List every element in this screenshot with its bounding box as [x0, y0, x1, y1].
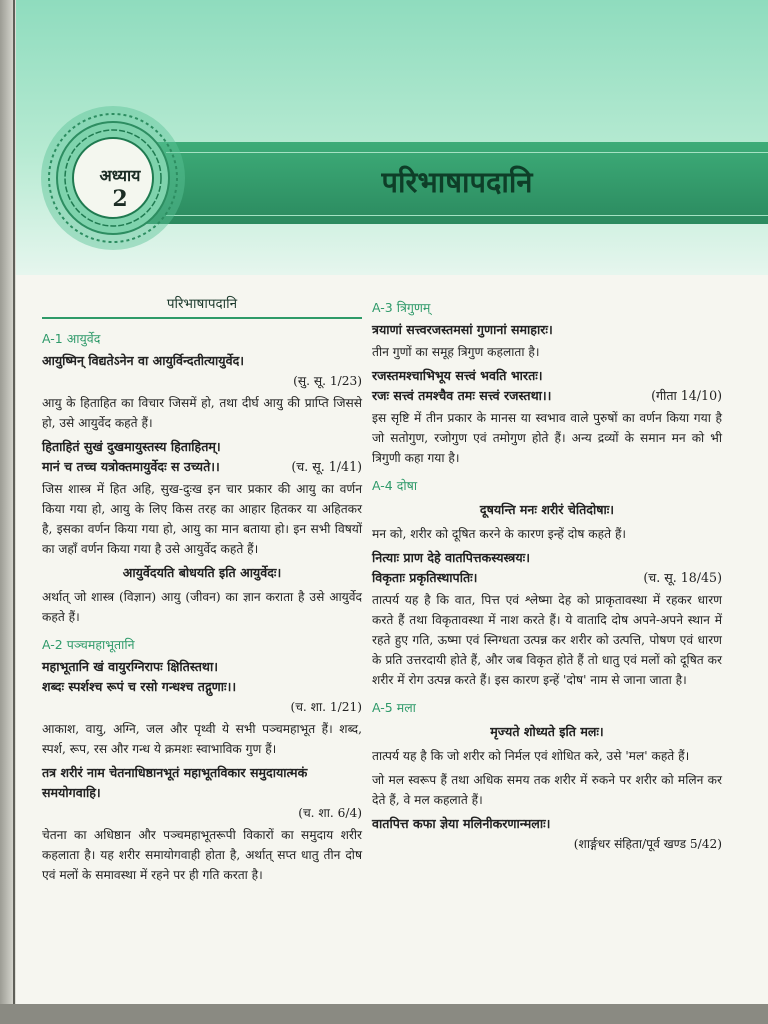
- sanskrit-verse: हिताहितं सुखं दुखमायुस्तस्य हिताहितम्।: [42, 439, 221, 454]
- sanskrit-verse: दूषयन्ति मनः शरीरं चेतिदोषाः।: [479, 502, 615, 517]
- explanation-paragraph: इस सृष्टि में तीन प्रकार के मानस या स्वभाव वाले पुरुषों का वर्णन किया गया है जो सतोगुण, रजोगुण एवं तमोगुण होते हैं। अन्य द्रव्यों के समान मन को भी त्रिगुणी कहा गया है।: [372, 411, 722, 465]
- chapter-number: 2: [112, 186, 128, 212]
- explanation-paragraph: अर्थात् जो शास्त्र (विज्ञान) आयु (जीवन) का ज्ञान कराता है उसे आयुर्वेद कहते हैं।: [42, 590, 362, 624]
- entry-code: A-2 पञ्चमहाभूतानि: [42, 637, 135, 652]
- sanskrit-verse: त्रयाणां सत्त्वरजस्तमसां गुणानां समाहारः।: [372, 322, 553, 337]
- sanskrit-verse: रजः सत्त्वं तमश्चैव तमः सत्त्वं रजस्तथा।।: [372, 388, 552, 403]
- explanation-paragraph: मन को, शरीर को दूषित करने के कारण इन्हें दोष कहते हैं।: [372, 527, 627, 541]
- page-bottom-edge: [0, 1004, 768, 1024]
- chapter-title: परिभाषापदानि: [381, 165, 533, 199]
- entry-code: A-1 आयुर्वेद: [42, 331, 101, 346]
- verse-with-reference: [372, 386, 722, 406]
- verse-with-reference: [42, 457, 362, 477]
- sanskrit-verse: मृज्यते शोध्यते इति मलः।: [490, 724, 604, 739]
- sanskrit-verse: नित्याः प्राण देहे वातपित्तकस्यस्त्रयः।: [372, 550, 530, 565]
- section-heading: परिभाषापदानि: [42, 290, 362, 319]
- sanskrit-verse: विकृताः प्रकृतिस्थापतिः।: [372, 570, 478, 585]
- sanskrit-verse: रजस्तमश्चाभिभूय सत्त्वं भवति भारतः।: [372, 368, 543, 383]
- sanskrit-verse: शब्दः स्पर्शश्च रूपं च रसो गन्धश्च तद्गुणाः।।: [42, 679, 237, 694]
- entry-code: A-4 दोषा: [372, 478, 418, 493]
- sanskrit-verse: मानं च तच्च यत्रोक्तमायुर्वेदः स उच्यते।।: [42, 459, 220, 474]
- verse-reference: (शार्ङ्गधर संहिता/पूर्व खण्ड 5/42): [573, 837, 722, 851]
- verse-with-reference: [372, 568, 722, 588]
- explanation-paragraph: जो मल स्वरूप हैं तथा अधिक समय तक शरीर में रुकने पर शरीर को मलिन कर देते हैं, वे मल कहलाते हैं।: [372, 773, 722, 807]
- entry-code: A-3 त्रिगुणम्: [372, 300, 431, 315]
- sanskrit-verse: आयुर्वेदयति बोधयति इति आयुर्वेदः।: [122, 565, 282, 580]
- verse-reference: (च. सू. 1/41): [291, 459, 362, 474]
- explanation-paragraph: तीन गुणों का समूह त्रिगुण कहलाता है।: [372, 345, 540, 359]
- sanskrit-verse: वातपित्त कफा ज्ञेया मलिनीकरणान्मलाः।: [372, 816, 551, 831]
- explanation-paragraph: चेतना का अधिष्ठान और पञ्चमहाभूतरूपी विकारों का समुदाय शरीर कहलाता है। यह शरीर समायोगवाही होता है, अर्थात् सप्त धातु तीन दोष एवं मलों के समावस्था में रहने पर ही गति करता है।: [42, 828, 362, 882]
- verse-reference: (च. सू. 18/45): [643, 570, 722, 585]
- sanskrit-verse: महाभूतानि खं वायुरग्निरापः क्षितिस्तथा।: [42, 659, 218, 674]
- verse-reference: (च. शा. 1/21): [290, 700, 362, 714]
- left-column: [42, 290, 362, 889]
- verse-reference: (च. शा. 6/4): [298, 806, 362, 820]
- book-page: [16, 0, 768, 1004]
- right-column: [372, 290, 722, 854]
- explanation-paragraph: आकाश, वायु, अग्नि, जल और पृथ्वी ये सभी पञ्चमहाभूत हैं। शब्द, स्पर्श, रूप, रस और गन्ध ये क्रमशः स्वाभाविक गुण हैं।: [42, 722, 362, 756]
- gutter-line: [13, 0, 15, 1024]
- verse-reference: (गीता 14/10): [651, 388, 722, 403]
- verse-reference: (सु. सू. 1/23): [293, 374, 362, 388]
- sanskrit-verse: आयुष्मिन् विद्यतेऽनेन वा आयुर्विन्दतीत्यायुर्वेद।: [42, 353, 245, 368]
- explanation-paragraph: तात्पर्य यह है कि वात, पित्त एवं श्लेष्मा देह को प्राकृतावस्था में रहकर धारण करते हैं तथा विकृतावस्था में नाश करते हैं। ये वातादि दोष अपने-अपने स्थान में रहते हुए गति, ऊष्मा एवं स्निग्धता उत्पन्न कर शरीर को उत्पत्ति, पोषण एवं धारण के प्रति उत्तरदायी होते हैं, और जब विकृत होते हैं तो धातु एवं मलों को दूषित कर शरीर में रोग उत्पन्न करते हैं। इस कारण इन्हें 'दोष' नाम से जाना जाता है।: [372, 593, 722, 687]
- entry-code: A-5 मला: [372, 700, 416, 715]
- explanation-paragraph: जिस शास्त्र में हित अहि, सुख-दुःख इन चार प्रकार की आयु का वर्णन किया गया हो, आयु के लिए किस तरह का आहार हितकर या अहितकर है, इसका वर्णन किया गया हो, आयु का मान बताया हो। इन सभी विषयों का जहाँ वर्णन किया गया है उसे आयुर्वेद कहते हैं।: [42, 482, 362, 556]
- sanskrit-verse: तत्र शरीरं नाम चेतनाधिष्ठानभूतं महाभूतविकार समुदायात्मकं समयोगवाहि।: [42, 765, 308, 800]
- explanation-paragraph: आयु के हिताहित का विचार जिसमें हो, तथा दीर्घ आयु की प्राप्ति जिससे हो, उसे आयुर्वेद कहते हैं।: [42, 396, 362, 430]
- explanation-paragraph: तात्पर्य यह है कि जो शरीर को निर्मल एवं शोधित करे, उसे 'मल' कहते हैं।: [372, 749, 690, 763]
- chapter-label: अध्याय: [99, 166, 141, 185]
